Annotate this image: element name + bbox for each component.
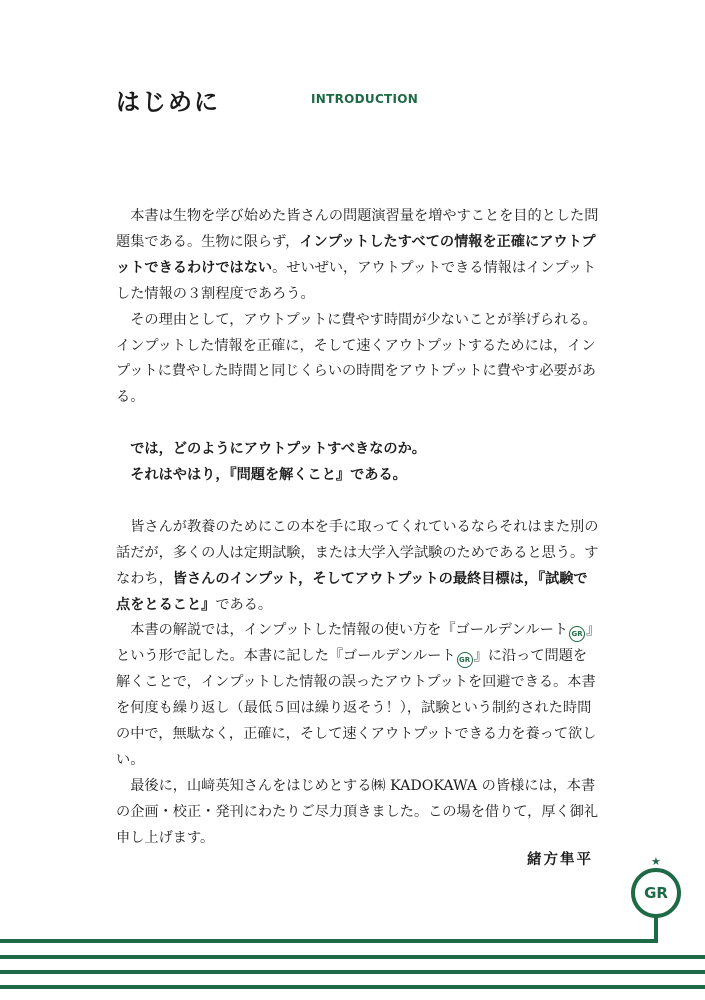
emphasis-text: 皆さんのインプット，そしてアウトプットの最終目標は，『試験で点をとること』 <box>116 570 588 613</box>
paragraph-text: 本書の解説では，インプットした情報の使い方を『ゴールデンルート <box>116 622 569 639</box>
page-title: はじめに <box>116 88 220 116</box>
key-answer: それはやはり，『問題を解くこと』である。 <box>116 467 407 484</box>
gr-icon: GR <box>569 626 585 642</box>
gr-icon: GR <box>457 652 473 668</box>
paragraph-text: 皆さんが教養のためにこの本を手に取ってくれているならそれはまた別の話だが，多くの人は定期試験，または大学入学試験のためであると思う。すなわち， <box>116 518 599 587</box>
emphasis-text: インプットしたすべての情報を正確にアウトプットできるわけではない <box>116 233 596 276</box>
paragraph-text: である。 <box>215 596 273 613</box>
paragraph-text: 』に沿って問題を解くことで，インプットした情報の誤ったアウトプットを回避できる。本書を何度も繰り返し（最低５回は繰り返そう！），試験という制約された時間の中で，無駄なく，正確に，そして速くアウトプットできる力を養って欲しい。 <box>116 648 597 768</box>
gr-badge-icon: GR <box>631 868 681 918</box>
author-name: 緒方隼平 <box>527 852 593 868</box>
key-question: では，どのようにアウトプットすべきなのか。 <box>116 441 426 458</box>
paragraph-text: 。せいぜい，アウトプットできる情報はインプットした情報の３割程度であろう。 <box>116 259 596 302</box>
page-subtitle: INTRODUCTION <box>311 92 419 106</box>
paragraph-text: 本書は生物を学び始めた皆さんの問題演習量を増やすことを目的とした問題集である。生物に限らず， <box>116 208 599 250</box>
paragraph-reason: その理由として，アウトプットに費やす時間が少ないことが挙げられる。インプットした情報を正確に，そして速くアウトプットするためには，インプットに費やした時間と同じくらいの時間をアウトプットに費やす必要がある。 <box>116 311 597 406</box>
paragraph-acknowledgement: 最後に，山﨑英知さんをはじめとする㈱ KADOKAWA の皆様には，本書の企画・校正・発刊にわたりご尽力頂きました。この場を借りて，厚く御礼申し上げます。 <box>116 777 599 846</box>
star-icon: ★ <box>651 855 661 868</box>
paragraph-text: 』という形で記した。本書に記した『ゴールデンルート <box>116 622 594 665</box>
